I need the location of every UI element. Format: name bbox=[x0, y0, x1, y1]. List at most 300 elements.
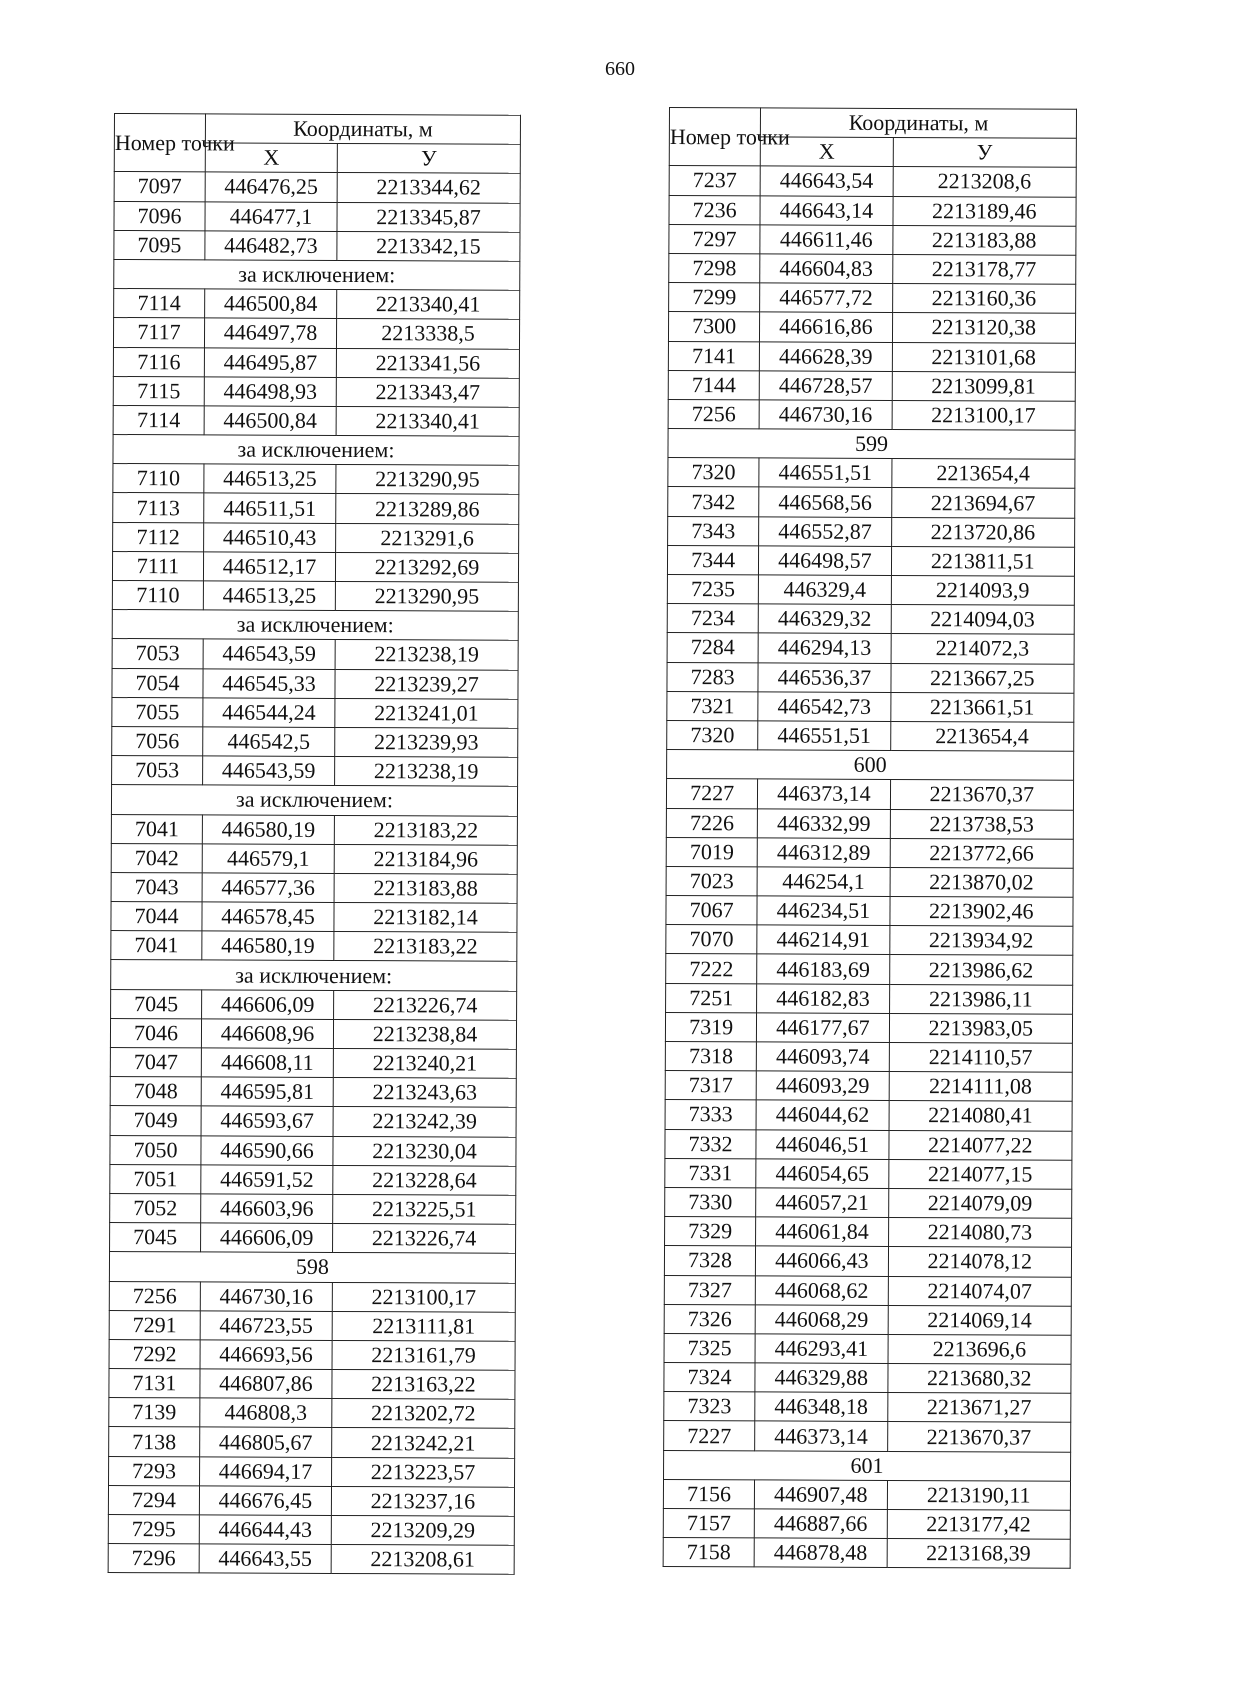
table-row bbox=[664, 1275, 1071, 1306]
y-coordinate-cell: 2214077,15 bbox=[888, 1159, 1072, 1189]
x-coordinate-cell: 446482,73 bbox=[205, 231, 337, 261]
table-row bbox=[113, 318, 519, 349]
x-coordinate-cell: 446907,48 bbox=[755, 1480, 887, 1510]
point-number-cell: 7295 bbox=[108, 1514, 199, 1544]
point-number-cell: 7319 bbox=[665, 1012, 756, 1042]
table-row bbox=[665, 1217, 1072, 1248]
point-number-cell: 7325 bbox=[664, 1333, 755, 1363]
y-coordinate-cell: 2213190,11 bbox=[887, 1480, 1071, 1510]
x-coordinate-cell: 446476,25 bbox=[205, 172, 337, 202]
y-coordinate-cell: 2213243,63 bbox=[333, 1078, 516, 1108]
table-row bbox=[668, 458, 1075, 489]
header-y: У bbox=[337, 144, 520, 174]
x-coordinate-cell: 446500,84 bbox=[204, 406, 336, 436]
point-number-cell: 7333 bbox=[665, 1100, 756, 1130]
x-coordinate-cell: 446293,41 bbox=[755, 1334, 887, 1364]
point-number-cell: 7329 bbox=[665, 1217, 756, 1247]
point-number-cell: 7096 bbox=[114, 201, 205, 231]
x-coordinate-cell: 446497,78 bbox=[204, 318, 336, 348]
point-number-cell: 7110 bbox=[113, 464, 204, 494]
y-coordinate-cell: 2213238,19 bbox=[335, 640, 518, 670]
point-number-cell: 7141 bbox=[668, 341, 759, 371]
x-coordinate-cell: 446551,51 bbox=[759, 458, 891, 488]
table-row bbox=[666, 925, 1073, 956]
table-row bbox=[110, 1164, 516, 1195]
y-coordinate-cell: 2213111,81 bbox=[332, 1311, 515, 1341]
x-coordinate-cell: 446068,29 bbox=[755, 1305, 887, 1335]
y-coordinate-cell: 2213177,42 bbox=[887, 1509, 1071, 1539]
point-number-cell: 7251 bbox=[666, 983, 757, 1013]
table-row bbox=[663, 1538, 1070, 1569]
y-coordinate-cell: 2213292,69 bbox=[335, 552, 518, 582]
y-coordinate-cell: 2213341,56 bbox=[336, 348, 519, 378]
x-coordinate-cell: 446477,1 bbox=[205, 201, 337, 231]
table-row bbox=[110, 1077, 516, 1108]
y-coordinate-cell: 2214080,41 bbox=[889, 1101, 1073, 1131]
table-row bbox=[113, 522, 519, 553]
y-coordinate-cell: 2213230,04 bbox=[333, 1136, 516, 1166]
point-number-cell: 7292 bbox=[109, 1339, 200, 1369]
coordinates-table-right bbox=[663, 107, 1077, 1569]
y-coordinate-cell: 2213654,4 bbox=[891, 459, 1075, 489]
header-point-number: Номер точки bbox=[669, 108, 760, 167]
table-row bbox=[113, 376, 519, 407]
point-number-cell: 7051 bbox=[110, 1164, 201, 1194]
header-coordinates: Координаты, м bbox=[761, 108, 1077, 139]
y-coordinate-cell: 2213671,27 bbox=[887, 1393, 1071, 1423]
point-number-cell: 7044 bbox=[111, 902, 202, 932]
y-coordinate-cell: 2213242,21 bbox=[332, 1428, 515, 1458]
table-row bbox=[109, 1427, 515, 1458]
point-number-cell: 7317 bbox=[665, 1071, 756, 1101]
section-label: за исключением: bbox=[113, 435, 519, 466]
point-number-cell: 7053 bbox=[112, 639, 203, 669]
section-row bbox=[664, 1450, 1071, 1481]
table-row bbox=[110, 1106, 516, 1137]
x-coordinate-cell: 446093,29 bbox=[756, 1071, 888, 1101]
point-number-cell: 7284 bbox=[667, 633, 758, 663]
x-coordinate-cell: 446644,43 bbox=[199, 1515, 331, 1545]
section-label: за исключением: bbox=[112, 610, 518, 641]
x-coordinate-cell: 446182,83 bbox=[757, 984, 889, 1014]
y-coordinate-cell: 2213226,74 bbox=[334, 990, 517, 1020]
point-number-cell: 7343 bbox=[668, 516, 759, 546]
table-row bbox=[664, 1333, 1071, 1364]
header-point-number: Номер точки bbox=[114, 114, 205, 173]
table-row bbox=[667, 604, 1074, 635]
x-coordinate-cell: 446608,11 bbox=[201, 1048, 333, 1078]
table-row bbox=[668, 312, 1075, 343]
y-coordinate-cell: 2213208,6 bbox=[893, 167, 1077, 197]
y-coordinate-cell: 2213238,84 bbox=[333, 1019, 516, 1049]
y-coordinate-cell: 2213168,39 bbox=[887, 1539, 1071, 1569]
y-coordinate-cell: 2213241,01 bbox=[335, 698, 518, 728]
y-coordinate-cell: 2213720,86 bbox=[891, 517, 1075, 547]
x-coordinate-cell: 446498,57 bbox=[759, 546, 891, 576]
section-label: за исключением: bbox=[111, 785, 517, 816]
section-row bbox=[668, 429, 1075, 460]
table-row bbox=[109, 1310, 515, 1341]
y-coordinate-cell: 2213183,88 bbox=[892, 225, 1076, 255]
x-coordinate-cell: 446608,96 bbox=[201, 1019, 333, 1049]
point-number-cell: 7067 bbox=[666, 896, 757, 926]
table-row bbox=[114, 230, 520, 261]
point-number-cell: 7320 bbox=[667, 720, 758, 750]
table-row bbox=[666, 837, 1073, 868]
table-row bbox=[669, 224, 1076, 255]
x-coordinate-cell: 446676,45 bbox=[199, 1486, 331, 1516]
table-row bbox=[111, 989, 517, 1020]
x-coordinate-cell: 446329,88 bbox=[755, 1363, 887, 1393]
point-number-cell: 7296 bbox=[108, 1544, 199, 1574]
y-coordinate-cell: 2213209,29 bbox=[331, 1515, 514, 1545]
x-coordinate-cell: 446628,39 bbox=[760, 341, 892, 371]
y-coordinate-cell: 2214077,22 bbox=[888, 1130, 1072, 1160]
x-coordinate-cell: 446808,3 bbox=[200, 1398, 332, 1428]
y-coordinate-cell: 2213183,88 bbox=[334, 873, 517, 903]
point-number-cell: 7048 bbox=[110, 1077, 201, 1107]
point-number-cell: 7138 bbox=[109, 1427, 200, 1457]
point-number-cell: 7110 bbox=[112, 580, 203, 610]
x-coordinate-cell: 446510,43 bbox=[204, 523, 336, 553]
table-row bbox=[114, 289, 520, 320]
x-coordinate-cell: 446611,46 bbox=[760, 225, 892, 255]
y-coordinate-cell: 2213238,19 bbox=[335, 757, 518, 787]
y-coordinate-cell: 2213344,62 bbox=[337, 173, 520, 203]
table-row bbox=[113, 464, 519, 495]
table-row bbox=[110, 1223, 516, 1254]
y-coordinate-cell: 2213654,4 bbox=[890, 721, 1074, 751]
section-row bbox=[112, 610, 518, 641]
section-row bbox=[114, 259, 520, 290]
section-row bbox=[111, 785, 517, 816]
x-coordinate-cell: 446730,16 bbox=[200, 1281, 332, 1311]
x-coordinate-cell: 446723,55 bbox=[200, 1311, 332, 1341]
y-coordinate-cell: 2213670,37 bbox=[890, 780, 1074, 810]
table-row bbox=[667, 691, 1074, 722]
x-coordinate-cell: 446552,87 bbox=[759, 517, 891, 547]
point-number-cell: 7114 bbox=[113, 405, 204, 435]
y-coordinate-cell: 2213242,39 bbox=[333, 1107, 516, 1137]
table-row bbox=[668, 341, 1075, 372]
page-number: 660 bbox=[605, 58, 635, 80]
table-row bbox=[664, 1363, 1071, 1394]
y-coordinate-cell: 2213738,53 bbox=[890, 809, 1074, 839]
y-coordinate-cell: 2213289,86 bbox=[336, 494, 519, 524]
x-coordinate-cell: 446544,24 bbox=[203, 698, 335, 728]
table-row bbox=[665, 1012, 1072, 1043]
table-row bbox=[110, 1018, 516, 1049]
point-number-cell: 7330 bbox=[665, 1187, 756, 1217]
coordinates-table-left bbox=[108, 113, 521, 1575]
x-coordinate-cell: 446348,18 bbox=[755, 1392, 887, 1422]
table-row bbox=[668, 399, 1075, 430]
table-row bbox=[669, 283, 1076, 314]
y-coordinate-cell: 2213189,46 bbox=[893, 196, 1077, 226]
y-coordinate-cell: 2213696,6 bbox=[888, 1334, 1072, 1364]
x-coordinate-cell: 446728,57 bbox=[759, 371, 891, 401]
point-number-cell: 7053 bbox=[112, 756, 203, 786]
x-coordinate-cell: 446580,19 bbox=[202, 814, 334, 844]
x-coordinate-cell: 446495,87 bbox=[204, 347, 336, 377]
point-number-cell: 7344 bbox=[667, 545, 758, 575]
x-coordinate-cell: 446577,36 bbox=[202, 873, 334, 903]
point-number-cell: 7114 bbox=[114, 289, 205, 319]
table-row bbox=[666, 866, 1073, 897]
y-coordinate-cell: 2213340,41 bbox=[336, 406, 519, 436]
section-row bbox=[113, 435, 519, 466]
point-number-cell: 7156 bbox=[663, 1479, 754, 1509]
point-number-cell: 7045 bbox=[110, 1223, 201, 1253]
y-coordinate-cell: 2213345,87 bbox=[337, 202, 520, 232]
point-number-cell: 7054 bbox=[112, 668, 203, 698]
y-coordinate-cell: 2213290,95 bbox=[336, 465, 519, 495]
x-coordinate-cell: 446066,43 bbox=[756, 1246, 888, 1276]
point-number-cell: 7327 bbox=[664, 1275, 755, 1305]
point-number-cell: 7041 bbox=[111, 814, 202, 844]
table-row bbox=[112, 639, 518, 670]
y-coordinate-cell: 2213228,64 bbox=[333, 1165, 516, 1195]
table-row bbox=[663, 1479, 1070, 1510]
y-coordinate-cell: 2213670,37 bbox=[887, 1422, 1071, 1452]
point-number-cell: 7047 bbox=[110, 1047, 201, 1077]
section-row bbox=[111, 960, 517, 991]
table-row bbox=[667, 662, 1074, 693]
table-row bbox=[669, 166, 1076, 197]
table-row bbox=[108, 1544, 514, 1575]
y-coordinate-cell: 2213100,17 bbox=[892, 400, 1076, 430]
y-coordinate-cell: 2213099,81 bbox=[892, 371, 1076, 401]
table-row bbox=[667, 545, 1074, 576]
table-row bbox=[112, 668, 518, 699]
y-coordinate-cell: 2213226,74 bbox=[333, 1224, 516, 1254]
point-number-cell: 7023 bbox=[666, 866, 757, 896]
table-row bbox=[110, 1135, 516, 1166]
y-coordinate-cell: 2213237,16 bbox=[331, 1486, 514, 1516]
point-number-cell: 7070 bbox=[666, 925, 757, 955]
table-row bbox=[111, 814, 517, 845]
x-coordinate-cell: 446183,69 bbox=[757, 954, 889, 984]
table-body-right bbox=[663, 166, 1076, 1569]
table-row bbox=[111, 872, 517, 903]
x-coordinate-cell: 446061,84 bbox=[756, 1217, 888, 1247]
point-number-cell: 7331 bbox=[665, 1158, 756, 1188]
y-coordinate-cell: 2213239,93 bbox=[335, 727, 518, 757]
x-coordinate-cell: 446580,19 bbox=[202, 931, 334, 961]
y-coordinate-cell: 2214078,12 bbox=[888, 1247, 1072, 1277]
table-row bbox=[112, 726, 518, 757]
x-coordinate-cell: 446551,51 bbox=[758, 721, 890, 751]
y-coordinate-cell: 2213101,68 bbox=[892, 342, 1076, 372]
table-row bbox=[667, 633, 1074, 664]
table-row bbox=[668, 370, 1075, 401]
y-coordinate-cell: 2214079,09 bbox=[888, 1188, 1072, 1218]
table-row bbox=[665, 1129, 1072, 1160]
x-coordinate-cell: 446234,51 bbox=[757, 896, 889, 926]
y-coordinate-cell: 2213343,47 bbox=[336, 377, 519, 407]
point-number-cell: 7052 bbox=[110, 1193, 201, 1223]
y-coordinate-cell: 2213239,27 bbox=[335, 669, 518, 699]
section-row bbox=[667, 750, 1074, 781]
x-coordinate-cell: 446513,25 bbox=[203, 581, 335, 611]
table-row bbox=[112, 697, 518, 728]
y-coordinate-cell: 2213100,17 bbox=[332, 1282, 515, 1312]
point-number-cell: 7234 bbox=[667, 604, 758, 634]
point-number-cell: 7256 bbox=[109, 1281, 200, 1311]
table-row bbox=[109, 1398, 515, 1429]
point-number-cell: 7019 bbox=[666, 837, 757, 867]
table-row bbox=[663, 1508, 1070, 1539]
x-coordinate-cell: 446805,67 bbox=[200, 1427, 332, 1457]
point-number-cell: 7321 bbox=[667, 691, 758, 721]
x-coordinate-cell: 446054,65 bbox=[756, 1159, 888, 1189]
point-number-cell: 7300 bbox=[668, 312, 759, 342]
point-number-cell: 7324 bbox=[664, 1363, 755, 1393]
x-coordinate-cell: 446730,16 bbox=[759, 400, 891, 430]
point-number-cell: 7326 bbox=[664, 1304, 755, 1334]
x-coordinate-cell: 446057,21 bbox=[756, 1188, 888, 1218]
x-coordinate-cell: 446807,86 bbox=[200, 1369, 332, 1399]
point-number-cell: 7318 bbox=[665, 1041, 756, 1071]
point-number-cell: 7237 bbox=[669, 166, 760, 196]
table-row bbox=[665, 1158, 1072, 1189]
table-row bbox=[665, 1071, 1072, 1102]
x-coordinate-cell: 446578,45 bbox=[202, 902, 334, 932]
y-coordinate-cell: 2213902,46 bbox=[889, 897, 1073, 927]
x-coordinate-cell: 446643,54 bbox=[760, 166, 892, 196]
table-row bbox=[669, 195, 1076, 226]
y-coordinate-cell: 2213340,41 bbox=[337, 290, 520, 320]
table-row bbox=[112, 551, 518, 582]
y-coordinate-cell: 2214072,3 bbox=[891, 634, 1075, 664]
x-coordinate-cell: 446579,1 bbox=[202, 844, 334, 874]
section-label: за исключением: bbox=[114, 259, 520, 290]
point-number-cell: 7115 bbox=[113, 376, 204, 406]
point-number-cell: 7342 bbox=[668, 487, 759, 517]
x-coordinate-cell: 446254,1 bbox=[757, 867, 889, 897]
y-coordinate-cell: 2213183,22 bbox=[334, 932, 517, 962]
y-coordinate-cell: 2213208,61 bbox=[331, 1545, 514, 1575]
table-row bbox=[109, 1456, 515, 1487]
point-number-cell: 7049 bbox=[110, 1106, 201, 1136]
x-coordinate-cell: 446068,62 bbox=[755, 1275, 887, 1305]
x-coordinate-cell: 446294,13 bbox=[758, 633, 890, 663]
point-number-cell: 7299 bbox=[669, 283, 760, 313]
y-coordinate-cell: 2213680,32 bbox=[887, 1364, 1071, 1394]
y-coordinate-cell: 2213986,62 bbox=[889, 955, 1073, 985]
y-coordinate-cell: 2213986,11 bbox=[889, 984, 1073, 1014]
header-coordinates: Координаты, м bbox=[205, 114, 520, 145]
table-row bbox=[664, 1421, 1071, 1452]
y-coordinate-cell: 2213225,51 bbox=[333, 1194, 516, 1224]
table-row bbox=[111, 843, 517, 874]
x-coordinate-cell: 446606,09 bbox=[202, 990, 334, 1020]
x-coordinate-cell: 446593,67 bbox=[201, 1106, 333, 1136]
x-coordinate-cell: 446498,93 bbox=[204, 377, 336, 407]
table-row bbox=[664, 1304, 1071, 1335]
table-row bbox=[114, 172, 520, 203]
y-coordinate-cell: 2213120,38 bbox=[892, 313, 1076, 343]
header-y: У bbox=[893, 138, 1077, 168]
table-row bbox=[112, 756, 518, 787]
x-coordinate-cell: 446595,81 bbox=[201, 1077, 333, 1107]
section-row bbox=[109, 1252, 515, 1283]
table-row bbox=[108, 1485, 514, 1516]
point-number-cell: 7139 bbox=[109, 1398, 200, 1428]
x-coordinate-cell: 446693,56 bbox=[200, 1340, 332, 1370]
point-number-cell: 7256 bbox=[668, 399, 759, 429]
x-coordinate-cell: 446542,5 bbox=[203, 727, 335, 757]
x-coordinate-cell: 446577,72 bbox=[760, 283, 892, 313]
y-coordinate-cell: 2213290,95 bbox=[335, 581, 518, 611]
table-row bbox=[665, 1187, 1072, 1218]
point-number-cell: 7298 bbox=[669, 253, 760, 283]
x-coordinate-cell: 446604,83 bbox=[760, 254, 892, 284]
header-x: X bbox=[760, 137, 892, 167]
y-coordinate-cell: 2213772,66 bbox=[890, 838, 1074, 868]
x-coordinate-cell: 446542,73 bbox=[758, 692, 890, 722]
point-number-cell: 7050 bbox=[110, 1135, 201, 1165]
table-row bbox=[112, 580, 518, 611]
x-coordinate-cell: 446373,14 bbox=[755, 1421, 887, 1451]
point-number-cell: 7144 bbox=[668, 370, 759, 400]
point-number-cell: 7116 bbox=[113, 347, 204, 377]
table-row bbox=[111, 931, 517, 962]
table-row bbox=[108, 1514, 514, 1545]
point-number-cell: 7320 bbox=[668, 458, 759, 488]
y-coordinate-cell: 2213694,67 bbox=[891, 488, 1075, 518]
table-row bbox=[666, 896, 1073, 927]
y-coordinate-cell: 2213182,14 bbox=[334, 903, 517, 933]
y-coordinate-cell: 2214074,07 bbox=[888, 1276, 1072, 1306]
table-row bbox=[113, 493, 519, 524]
table-row bbox=[111, 902, 517, 933]
x-coordinate-cell: 446329,32 bbox=[758, 604, 890, 634]
table-row bbox=[113, 347, 519, 378]
table-row bbox=[666, 983, 1073, 1014]
point-number-cell: 7043 bbox=[111, 872, 202, 902]
x-coordinate-cell: 446694,17 bbox=[200, 1457, 332, 1487]
y-coordinate-cell: 2214110,57 bbox=[889, 1042, 1073, 1072]
x-coordinate-cell: 446511,51 bbox=[204, 493, 336, 523]
x-coordinate-cell: 446046,51 bbox=[756, 1129, 888, 1159]
y-coordinate-cell: 2213661,51 bbox=[890, 692, 1074, 722]
point-number-cell: 7111 bbox=[112, 551, 203, 581]
x-coordinate-cell: 446500,84 bbox=[205, 289, 337, 319]
table-row bbox=[114, 201, 520, 232]
y-coordinate-cell: 2213291,6 bbox=[336, 523, 519, 553]
point-number-cell: 7046 bbox=[110, 1018, 201, 1048]
point-number-cell: 7235 bbox=[667, 574, 758, 604]
point-number-cell: 7222 bbox=[666, 954, 757, 984]
x-coordinate-cell: 446543,59 bbox=[203, 639, 335, 669]
x-coordinate-cell: 446543,59 bbox=[203, 756, 335, 786]
point-number-cell: 7236 bbox=[669, 195, 760, 225]
point-number-cell: 7297 bbox=[669, 224, 760, 254]
y-coordinate-cell: 2213202,72 bbox=[332, 1399, 515, 1429]
point-number-cell: 7328 bbox=[664, 1246, 755, 1276]
point-number-cell: 7227 bbox=[666, 779, 757, 809]
table-row bbox=[667, 720, 1074, 751]
point-number-cell: 7131 bbox=[109, 1369, 200, 1399]
table-row bbox=[665, 1041, 1072, 1072]
table-row bbox=[668, 487, 1075, 518]
y-coordinate-cell: 2213240,21 bbox=[333, 1048, 516, 1078]
x-coordinate-cell: 446643,14 bbox=[760, 195, 892, 225]
y-coordinate-cell: 2213160,36 bbox=[892, 284, 1076, 314]
table-row bbox=[666, 954, 1073, 985]
x-coordinate-cell: 446512,17 bbox=[203, 552, 335, 582]
